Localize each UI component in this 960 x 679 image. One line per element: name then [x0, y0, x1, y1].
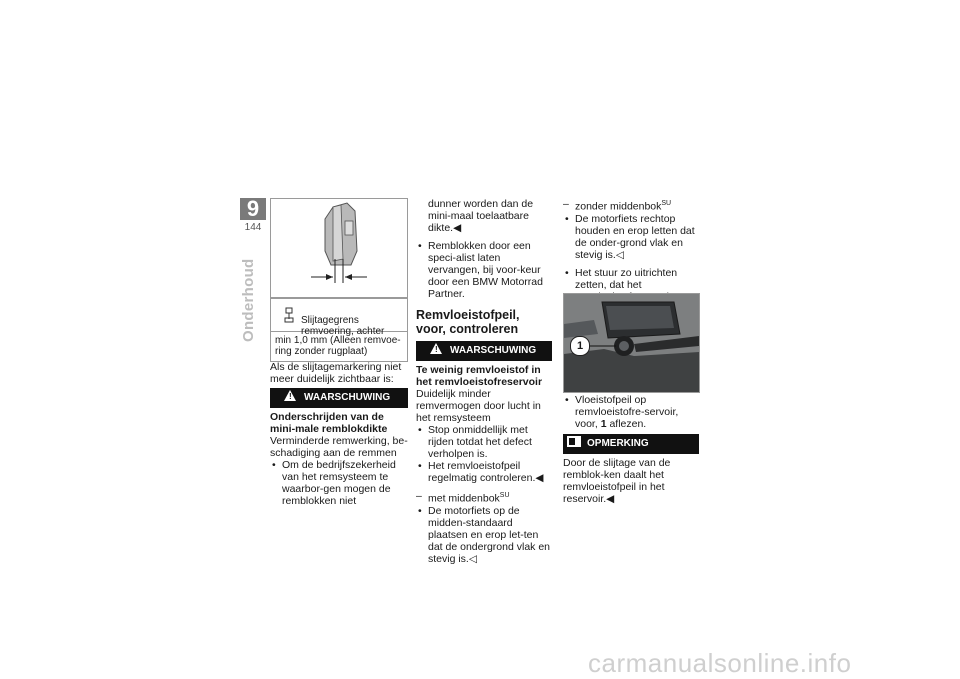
- list-item: • De motorfiets rechtop houden en erop letten dat de onder-grond vlak en stevig is.◁: [563, 213, 699, 261]
- warning-icon: !: [284, 390, 296, 401]
- warning-title: Onderschrijden van de mini-male remblokdikte: [270, 411, 388, 435]
- section-label: Onderhoud: [240, 258, 257, 342]
- warning-text: Duidelijk minder remvermogen door lucht in het remsysteem: [416, 388, 541, 424]
- continued-text: dunner worden dan de mini-maal toelaatbare dikte.◀: [428, 198, 534, 234]
- callout-marker: 1: [570, 336, 590, 356]
- wear-gauge-icon: [284, 307, 294, 323]
- spec-label: Slijtagegrens remvoering, achter: [301, 315, 385, 337]
- page-number: 144: [244, 222, 262, 233]
- brake-pad-figure: [270, 198, 408, 298]
- warning-banner: ! WAARSCHUWING: [416, 341, 552, 361]
- watermark: carmanualsonline.info: [588, 648, 852, 678]
- note-banner: OPMERKING: [563, 434, 699, 454]
- warning-title: Te weinig remvloeistof in het remvloeistofreservoir: [416, 364, 543, 388]
- option-item: – met middenbok$^{SU}$: [416, 490, 552, 505]
- column-2: [416, 198, 552, 565]
- brake-pad-illustration: [271, 199, 407, 297]
- list-item: • Vloeistofpeil op remvloeistofre-servoir, voor, 1 aflezen.: [563, 394, 699, 430]
- list-item: • De motorfiets op de midden-standaard plaatsen en erop let-ten dat de ondergrond vlak en stevig is.◁: [416, 505, 552, 565]
- option-item: – zonder middenbok$^{SU}$: [563, 198, 699, 213]
- list-item: • Remblokken door een speci-alist laten vervangen, bij voor-keur door een BMW Motorrad Partner.: [416, 240, 552, 300]
- column-1: [270, 361, 408, 507]
- warning-icon: !: [430, 343, 442, 354]
- list-item: • Om de bedrijfszekerheid van het remsysteem te waarbor-gen mogen de remblokken niet: [270, 459, 408, 507]
- list-item: • Het stuur zo uitrichten zetten, dat het: [563, 267, 699, 315]
- spec-row-label: [271, 299, 407, 337]
- spec-table: [270, 298, 408, 362]
- chapter-number: 9: [240, 198, 266, 220]
- note-icon: [567, 436, 581, 447]
- list-item: • Stop onmiddellijk met rijden totdat het defect verholpen is.: [416, 424, 552, 460]
- list-item: • Het remvloeistofpeil regelmatig controleren.◀: [416, 460, 552, 484]
- intro-text: Als de slijtagemarkering niet meer duidelijk zichtbaar is:: [270, 361, 402, 385]
- column-3-lower: [563, 394, 699, 505]
- note-text: Door de slijtage van de remblok-ken daalt het remvloeistofpeil in het reservoir.◀: [563, 457, 671, 505]
- warning-banner: ! WAARSCHUWING: [270, 388, 408, 408]
- reservoir-photo: [563, 293, 700, 393]
- warning-text: Verminderde remwerking, be-schadiging aan de remmen: [270, 435, 408, 459]
- spec-value: min 1,0 mm (Alleen remvoe-ring zonder rugplaat): [275, 335, 401, 357]
- section-heading: Remvloeistofpeil, voor, controleren: [416, 308, 520, 336]
